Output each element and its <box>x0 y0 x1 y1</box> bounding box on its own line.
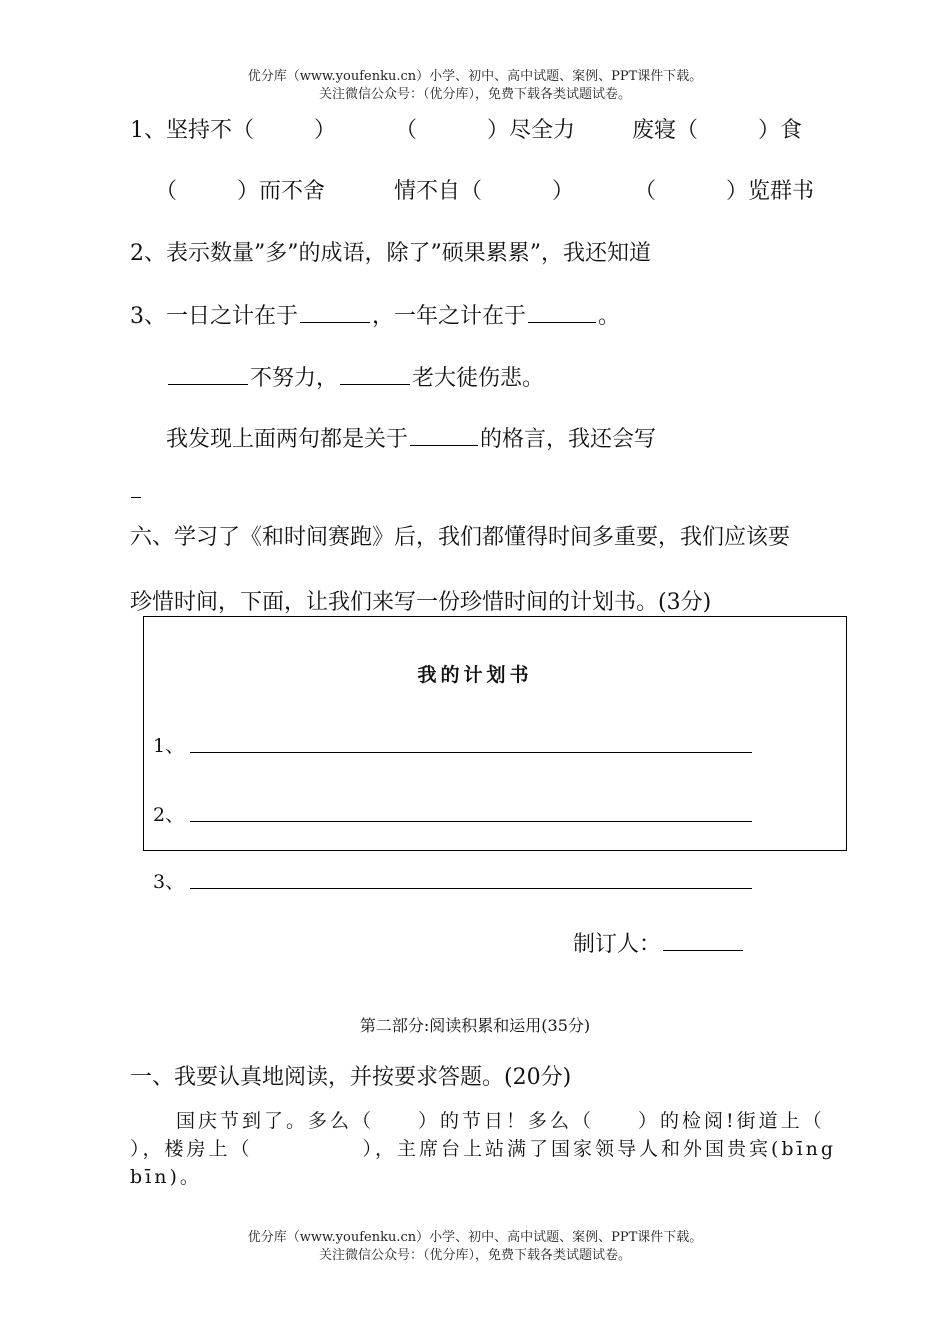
plan-item-1-label: 1、 <box>153 735 185 757</box>
q1-item-3: 废寝（ ）食 <box>632 118 803 143</box>
q3-line-c: 我发现上面两句都是关于 的格言，我还会写 <box>166 423 656 455</box>
q2-text: 2、表示数量”多”的成语，除了”硕果累累”，我还知道 <box>130 241 651 266</box>
plan-box <box>143 616 847 851</box>
plan-author-blank[interactable] <box>663 928 743 951</box>
q1-item-5: 情不自（ ） <box>394 179 575 204</box>
q3-blank-2[interactable] <box>528 300 596 323</box>
q3-answer-line[interactable] <box>131 497 141 498</box>
section6-line-1: 六、学习了《和时间赛跑》后，我们都懂得时间多重要，我们应该要 <box>130 525 791 550</box>
header-line-1: 优分库（www.youfenku.cn）小学、初中、高中试题、案例、PPT课件下载。 <box>247 69 703 84</box>
section6-line-2: 珍惜时间，下面，让我们来写一份珍惜时间的计划书。(3分) <box>130 590 712 615</box>
plan-item-2-line[interactable] <box>190 821 752 822</box>
reading-passage: 国庆节到了。多么（ ）的节日！多么（ ）的检阅!街道上（ ），楼房上（ ），主席台上站满了国家领导人和外国贵宾(bīng bīn)。 <box>130 1110 837 1188</box>
q3-line-b: 不努力， 老大徒伤悲。 <box>166 362 544 394</box>
q1-item-1: 1、坚持不（ ） <box>130 118 337 143</box>
q3-blank-3[interactable] <box>168 362 248 385</box>
footer-line-2: 关注微信公众号：（优分库），免费下载各类试题试卷。 <box>318 1248 631 1263</box>
part2-title: 第二部分:阅读积累和运用(35分) <box>359 1016 591 1035</box>
part2-q1: 一、我要认真地阅读，并按要求答题。(20分) <box>130 1065 572 1090</box>
plan-title: 我的计划书 <box>417 664 533 686</box>
footer-line-1: 优分库（www.youfenku.cn）小学、初中、高中试题、案例、PPT课件下载。 <box>247 1230 703 1245</box>
q1-item-6: （ ）览群书 <box>634 179 815 204</box>
plan-item-3-label: 3、 <box>153 871 185 893</box>
q1-item-2: （ ）尽全力 <box>395 118 576 143</box>
q3-blank-1[interactable] <box>300 300 370 323</box>
plan-author: 制订人： <box>573 928 745 960</box>
header-line-2: 关注微信公众号：（优分库），免费下载各类试题试卷。 <box>318 87 631 102</box>
plan-item-2-label: 2、 <box>153 804 185 826</box>
q1-item-4: （ ）而不舍 <box>155 179 326 204</box>
plan-item-1-line[interactable] <box>190 752 752 753</box>
q3-blank-5[interactable] <box>410 423 478 446</box>
plan-item-3-line[interactable] <box>190 888 752 889</box>
q3-blank-4[interactable] <box>340 362 410 385</box>
q3-line-a: 3、一日之计在于 ，一年之计在于 。 <box>130 300 620 332</box>
